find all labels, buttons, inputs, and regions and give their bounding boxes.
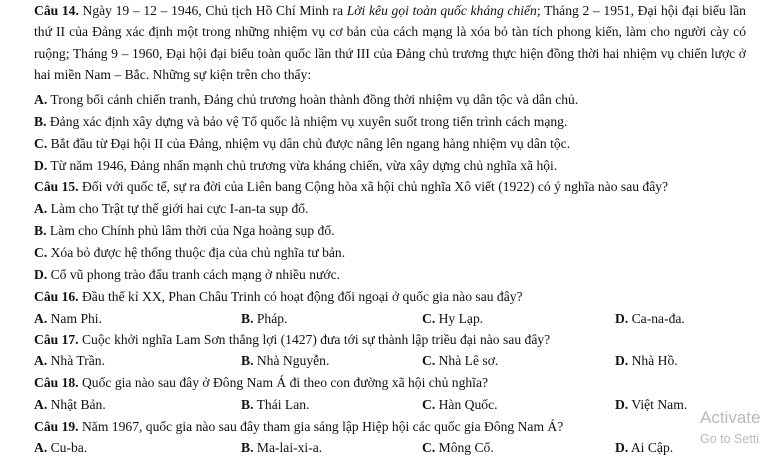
question-16-stem bbox=[34, 286, 523, 307]
question-19-option-b bbox=[241, 437, 322, 458]
option-text: Nhà Lê sơ. bbox=[435, 353, 499, 368]
option-label: B. bbox=[241, 440, 254, 455]
question-18-option-d bbox=[615, 394, 687, 415]
option-label: A. bbox=[34, 397, 48, 412]
option-text: Nhà Nguyễn. bbox=[253, 353, 330, 368]
option-text: Nam Phi. bbox=[47, 311, 102, 326]
question-15-option-a bbox=[34, 198, 309, 219]
option-text: Bắt đầu từ Đại hội II của Đảng, nhiệm vụ dân chủ được nâng lên ngang hàng nhiệm vụ dân tộc. bbox=[47, 136, 571, 151]
option-text: Đảng xác định xây dựng và bảo vệ Tổ quốc là nhiệm vụ xuyên suốt trong tiến trình cách mạng. bbox=[46, 114, 568, 129]
option-label: D. bbox=[615, 353, 629, 368]
question-15-option-c bbox=[34, 242, 345, 263]
option-text: Từ năm 1946, Đảng nhấn mạnh chủ trương vừa kháng chiến, vừa xây dựng chủ nghĩa xã hội. bbox=[47, 158, 558, 173]
question-17-option-a bbox=[34, 350, 105, 371]
option-label: D. bbox=[615, 311, 629, 326]
option-text: Hàn Quốc. bbox=[435, 397, 498, 412]
activate-watermark-title: Activate bbox=[700, 408, 761, 427]
option-label: C. bbox=[34, 136, 48, 151]
question-16-option-a bbox=[34, 308, 102, 329]
option-label: C. bbox=[422, 397, 436, 412]
option-text: Việt Nam. bbox=[628, 397, 688, 412]
question-19-option-a bbox=[34, 437, 87, 458]
question-17-option-b bbox=[241, 350, 329, 371]
question-19-option-c bbox=[422, 437, 494, 458]
option-text: Pháp. bbox=[253, 311, 288, 326]
option-label: D. bbox=[615, 440, 629, 455]
option-text: Cu-ba. bbox=[47, 440, 88, 455]
option-label: B. bbox=[241, 311, 254, 326]
question-18-stem bbox=[34, 372, 488, 393]
question-14-option-d bbox=[34, 155, 557, 176]
question-18-label: Câu 18. bbox=[34, 375, 79, 390]
question-17-label: Câu 17. bbox=[34, 332, 79, 347]
option-text: Ai Cập. bbox=[628, 440, 674, 455]
option-label: D. bbox=[615, 397, 629, 412]
question-19-label: Câu 19. bbox=[34, 419, 79, 434]
question-17-option-c bbox=[422, 350, 498, 371]
option-label: A. bbox=[34, 311, 48, 326]
question-15-option-d bbox=[34, 264, 340, 285]
question-18-option-b bbox=[241, 394, 309, 415]
question-17-stem bbox=[34, 329, 550, 350]
option-label: C. bbox=[422, 311, 436, 326]
option-text: Xóa bỏ được hệ thống thuộc địa của chủ nghĩa tư bản. bbox=[47, 245, 346, 260]
question-15-option-b bbox=[34, 220, 335, 241]
option-label: B. bbox=[241, 353, 254, 368]
question-16-text: Đầu thế kỉ XX, Phan Châu Trinh có hoạt động đối ngoại ở quốc gia nào sau đây? bbox=[78, 289, 523, 304]
option-text: Mông Cổ. bbox=[435, 440, 494, 455]
option-label: C. bbox=[422, 353, 436, 368]
option-label: D. bbox=[34, 267, 48, 282]
question-14-label: Câu 14. bbox=[34, 3, 79, 18]
question-15-label: Câu 15. bbox=[34, 179, 79, 194]
question-19-text: Năm 1967, quốc gia nào sau đây tham gia sáng lập Hiệp hội các quốc gia Đông Nam Á? bbox=[78, 419, 564, 434]
question-17-option-d bbox=[615, 350, 678, 371]
option-text: Làm cho Chính phủ lâm thời của Nga hoàng sụp đổ. bbox=[46, 223, 335, 238]
option-label: A. bbox=[34, 201, 48, 216]
question-14-text-a: Ngày 19 – 12 – 1946, Chủ tịch Hồ Chí Minh ra bbox=[78, 3, 347, 18]
option-text: Ma-lai-xi-a. bbox=[253, 440, 323, 455]
question-14-option-a bbox=[34, 89, 578, 110]
option-text: Nhật Bản. bbox=[47, 397, 106, 412]
option-text: Hy Lạp. bbox=[435, 311, 484, 326]
question-15-stem bbox=[34, 176, 668, 197]
option-label: A. bbox=[34, 353, 48, 368]
option-label: A. bbox=[34, 92, 48, 107]
question-18-text: Quốc gia nào sau đây ở Đông Nam Á đi theo con đường xã hội chủ nghĩa? bbox=[78, 375, 489, 390]
option-text: Trong bối cảnh chiến tranh, Đảng chủ trương hoàn thành đồng thời nhiệm vụ dân tộc và dân chủ. bbox=[47, 92, 579, 107]
option-label: D. bbox=[34, 158, 48, 173]
question-18-option-c bbox=[422, 394, 498, 415]
question-16-option-d bbox=[615, 308, 685, 329]
question-14-text-b: ; Tháng 2 – 1951, Đại hội đại biểu lần thứ II của Đảng xác định một trong những nhiệm vụ cơ bản của cách mạng là xóa bỏ tàn tích phong kiến, làm cho người cày có ruộng; Tháng 9 – 1960, Đại hội đại biểu toàn quốc lần thứ III của Đảng chủ trương thực hiện đồng thời hai nhiệm vụ chiến lược ở hai miền Nam – Bắc. Những sự kiện trên cho thấy: bbox=[34, 3, 746, 82]
question-14-stem bbox=[34, 0, 746, 85]
question-17-text: Cuộc khởi nghĩa Lam Sơn thắng lợi (1427) đưa tới sự thành lập triều đại nào sau đây? bbox=[78, 332, 551, 347]
option-text: Ca-na-đa. bbox=[628, 311, 685, 326]
option-text: Làm cho Trật tự thế giới hai cực I-an-ta sụp đổ. bbox=[47, 201, 309, 216]
option-text: Nhà Hồ. bbox=[628, 353, 678, 368]
activate-watermark-subtitle: Go to Setti bbox=[700, 432, 760, 446]
option-label: C. bbox=[34, 245, 48, 260]
question-16-option-c bbox=[422, 308, 483, 329]
option-label: B. bbox=[241, 397, 254, 412]
question-14-option-c bbox=[34, 133, 570, 154]
question-19-option-d bbox=[615, 437, 673, 458]
option-text: Thái Lan. bbox=[253, 397, 310, 412]
question-19-stem bbox=[34, 416, 563, 437]
option-label: B. bbox=[34, 223, 47, 238]
option-label: A. bbox=[34, 440, 48, 455]
question-14-text-italic: Lời kêu gọi toàn quốc kháng chiến bbox=[346, 3, 537, 18]
option-label: C. bbox=[422, 440, 436, 455]
question-16-label: Câu 16. bbox=[34, 289, 79, 304]
option-label: B. bbox=[34, 114, 47, 129]
question-18-option-a bbox=[34, 394, 106, 415]
question-14-option-b bbox=[34, 111, 567, 132]
option-text: Cổ vũ phong trào đấu tranh cách mạng ở nhiều nước. bbox=[47, 267, 341, 282]
option-text: Nhà Trần. bbox=[47, 353, 105, 368]
question-15-text: Đối với quốc tế, sự ra đời của Liên bang Cộng hòa xã hội chủ nghĩa Xô viết (1922) có ý nghĩa nào sau đây? bbox=[78, 179, 669, 194]
question-16-option-b bbox=[241, 308, 287, 329]
